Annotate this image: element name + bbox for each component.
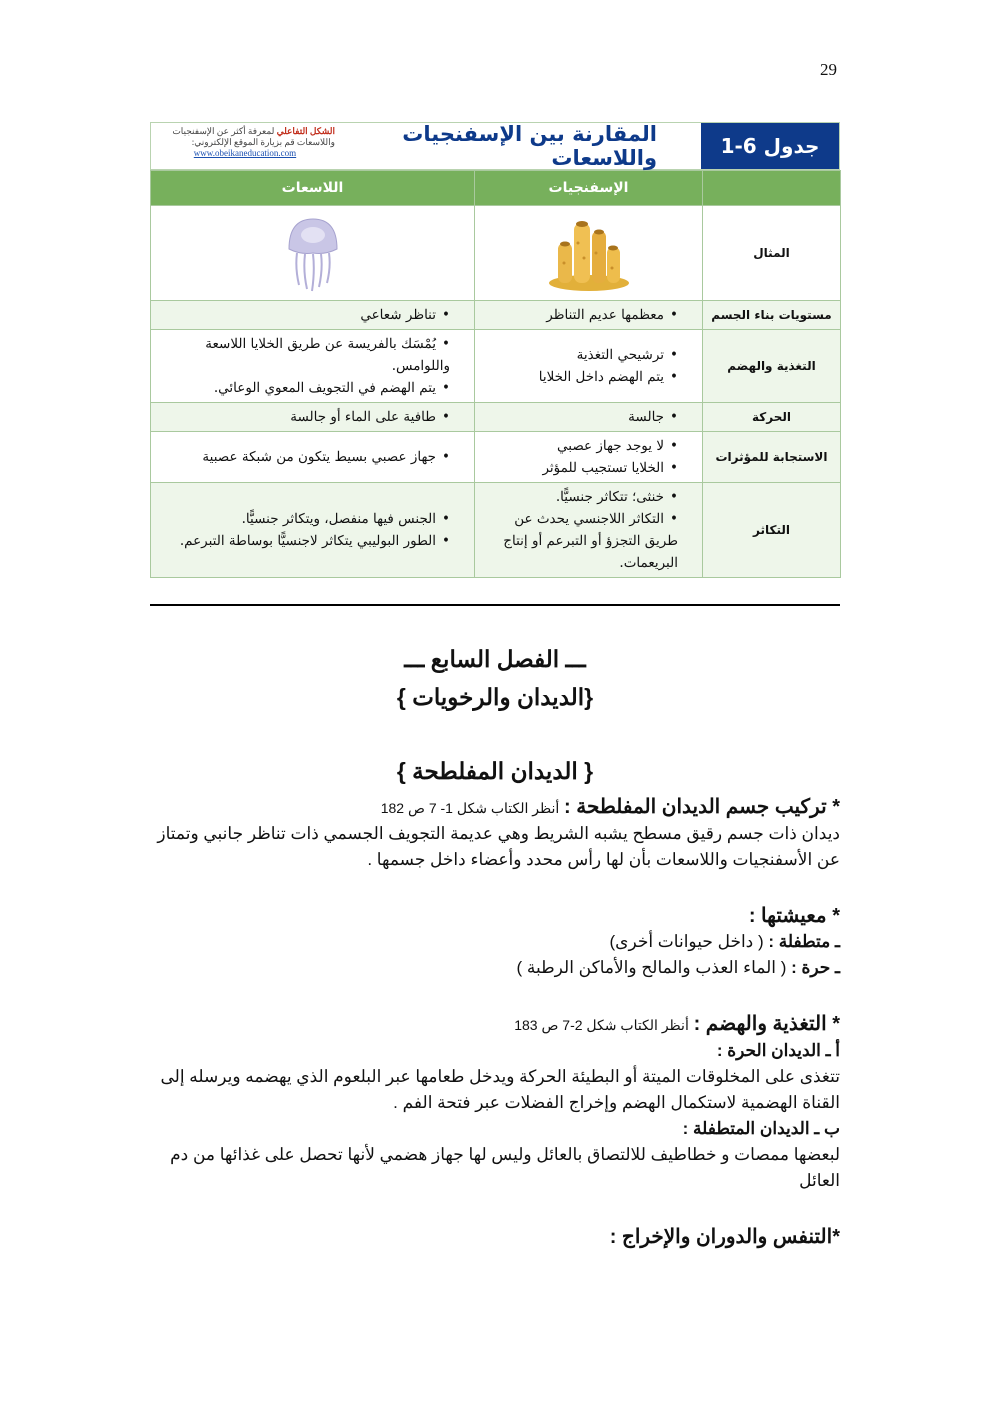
section-title: { الديدان المفلطحة } (396, 758, 594, 784)
column-header-sponges: الإسفنجيات (475, 171, 703, 206)
list-item: • معظمها عديم التناظر (485, 304, 678, 326)
cnidarians-cell (151, 483, 475, 578)
paragraph-structure-heading (150, 794, 840, 821)
nutrition-reference: أنظر الكتاب شكل 2-7 ص 183 (514, 1017, 689, 1033)
paragraph-nutrition-heading (150, 1011, 840, 1038)
parasitic-worms-heading: ب ـ الديدان المتطفلة : (682, 1119, 840, 1138)
list-item: • الخلايا تستجيب للمؤثر (485, 457, 678, 479)
row-head: الاستجابة للمؤثرات (703, 432, 841, 483)
column-header-cnidarians: اللاسعات (151, 171, 475, 206)
sponge-image-cell (475, 206, 703, 301)
table-label: جدول 6-1 (701, 123, 839, 169)
interactive-note-highlight: الشكل التفاعلي (276, 126, 335, 136)
parasitic-text: ( داخل حيوانات أخرى) (609, 932, 764, 951)
structure-heading: * تركيب جسم الديدان المفلطحة : (564, 796, 840, 818)
cnidarians-cell (151, 330, 475, 403)
page-number: 29 (820, 60, 837, 79)
free-worms-heading: أ ـ الديدان الحرة : (716, 1041, 840, 1060)
table-row-nutrition (151, 330, 841, 403)
website-link[interactable]: www.obeikaneducation.com (193, 148, 297, 158)
table-row-example (151, 206, 841, 301)
jellyfish-illustration (283, 213, 343, 293)
table-title: المقارنة بين الإسفنجيات واللاسعات (402, 122, 657, 170)
respiration-heading: *التنفس والدوران والإخراج : (609, 1226, 840, 1248)
jellyfish-image-cell (151, 206, 475, 301)
list-item: • جهاز عصبي بسيط يتكون من شبكة عصبية (161, 446, 450, 468)
free-label: ـ حرة : (791, 958, 840, 977)
sponges-cell (475, 301, 703, 330)
free-text: ( الماء العذب والمالح والأماكن الرطبة ) (516, 958, 787, 977)
list-item: • الطور البوليبي يتكاثر لاجنسيًّا بوساطة التبرعم. (161, 530, 450, 552)
sponge-illustration (544, 213, 634, 293)
comparison-table (150, 170, 841, 578)
table-row-body-structure (151, 301, 841, 330)
sponges-cell (475, 483, 703, 578)
list-item: • طافية على الماء أو جالسة (161, 406, 450, 428)
list-item: • يُمْسَك بالفريسة عن طريق الخلايا اللاسعة واللوامس. (161, 333, 450, 377)
list-item: • ترشيحي التغذية (485, 344, 678, 366)
cnidarians-cell (151, 432, 475, 483)
comparison-table-figure (150, 122, 840, 578)
free-worms-text: تتغذى على المخلوقات الميتة أو البطيئة الحركة ويدخل طعامها عبر البلعوم الذي يهضمه ويرسله إلى القناة الهضمية لاستكمال الهضم وإخراج الفضلات عبر فتحة الفم . (160, 1067, 840, 1112)
horizontal-divider (150, 604, 840, 606)
table-row-reproduction (151, 483, 841, 578)
sponges-cell (475, 330, 703, 403)
list-item: • الجنس فيها منفصل، ويتكاثر جنسيًّا. (161, 508, 450, 530)
parasitic-label: ـ متطفلة : (768, 932, 840, 951)
chapter-subtitle: {الديدان والرخويات } (396, 684, 594, 710)
list-item: • تناظر شعاعي (161, 304, 450, 326)
cnidarians-cell (151, 301, 475, 330)
cnidarians-cell (151, 403, 475, 432)
list-item: • التكاثر اللاجنسي يحدث عن طريق التجزؤ أو التبرعم أو إنتاج البريعمات. (485, 508, 678, 574)
row-head: التغذية والهضم (703, 330, 841, 403)
row-head: الحركة (703, 403, 841, 432)
table-row-response (151, 432, 841, 483)
habitat-heading: * معيشتها : (748, 905, 840, 927)
list-item: • جالسة (485, 406, 678, 428)
list-item: • خنثى؛ تتكاثر جنسيًّا. (485, 486, 678, 508)
interactive-note (151, 123, 339, 169)
parasitic-worms-text: لبعضها ممصات و خطاطيف للالتصاق بالعائل وليس لها جهاز هضمي لأنها تحصل على غذائها من دم العائل (170, 1145, 840, 1190)
nutrition-heading: * التغذية والهضم : (693, 1013, 840, 1035)
corner-cell (703, 171, 841, 206)
list-item: • يتم الهضم داخل الخلايا (485, 366, 678, 388)
sponges-cell (475, 403, 703, 432)
interactive-note-text: لمعرفة أكثر عن الإسفنجيات واللاسعات قم بزيارة الموقع الإلكتروني: (172, 126, 335, 147)
row-head: المثال (703, 206, 841, 301)
habitat-free (150, 955, 840, 981)
habitat-parasitic (150, 929, 840, 955)
table-header-bar (150, 122, 840, 170)
list-item: • يتم الهضم في التجويف المعوي الوعائي. (161, 377, 450, 399)
sponges-cell (475, 432, 703, 483)
table-row-movement (151, 403, 841, 432)
structure-reference: أنظر الكتاب شكل 1- 7 ص 182 (380, 800, 560, 816)
row-head: التكاثر (703, 483, 841, 578)
list-item: • لا يوجد جهاز عصبي (485, 435, 678, 457)
structure-text: ديدان ذات جسم رقيق مسطح يشبه الشريط وهي عديمة التجويف الجسمي ذات تناظر جانبي وتمتاز عن الأسفنجيات واللاسعات بأن لها رأس محدد وأعضاء داخل جسمها . (157, 824, 840, 869)
chapter-title: ـــ الفصل السابع ـــ (404, 646, 586, 672)
row-head: مستويات بناء الجسم (703, 301, 841, 330)
document-body (150, 640, 840, 1250)
